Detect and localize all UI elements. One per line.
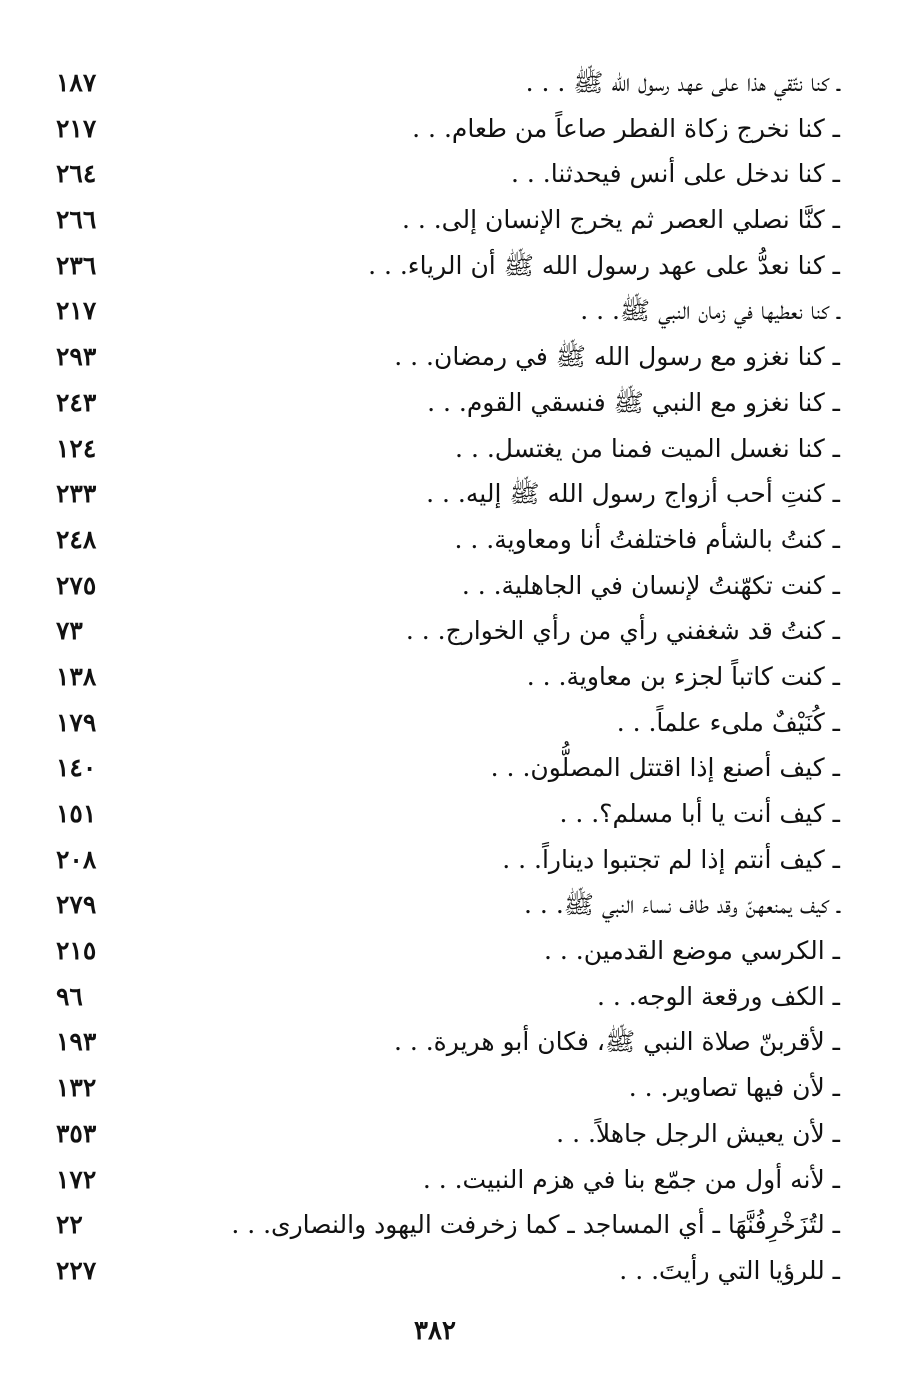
entry-text: ـ كنا نعدُّ على عهد رسول الله ﷺ أن الرياء. . . <box>368 250 840 280</box>
index-entry <box>40 290 840 336</box>
entry-text: ـ كنا نغسل الميت فمنا من يغتسل. . . <box>455 433 840 463</box>
index-entry <box>40 1250 840 1296</box>
entry-page-ref: ٣٥٣ <box>56 1118 97 1148</box>
index-entry <box>40 1159 840 1205</box>
index-entry <box>40 976 840 1022</box>
index-entry <box>40 1113 840 1159</box>
entry-text: ـ كنتُ بالشأم فاختلفتُ أنا ومعاوية. . . <box>454 524 840 554</box>
entry-page-ref: ٢١٧ <box>56 296 97 326</box>
index-entry <box>40 519 840 565</box>
entry-page-ref: ١٧٢ <box>56 1164 97 1194</box>
entry-page-ref: ٢٦٤ <box>56 159 97 189</box>
index-entry <box>40 245 840 291</box>
entry-text: ـ للرؤيا التي رأيتَ. . . <box>619 1255 840 1285</box>
entry-page-ref: ١٣٨ <box>56 661 97 691</box>
entry-text: ـ الكف ورقعة الوجه. . . <box>596 981 840 1011</box>
index-entry <box>40 1021 840 1067</box>
entry-text: ـ كنا نتّقي هذا على عهد رسول الله ﷺ . . . <box>525 68 840 97</box>
index-entry <box>40 610 840 656</box>
entry-text: ـ كنا ندخل على أنس فيحدثنا. . . <box>510 159 840 189</box>
index-entry <box>40 1067 840 1113</box>
entry-page-ref: ٢٤٨ <box>56 524 97 554</box>
entry-text: ـ كيف أصنع إذا اقتتل المصلُّون. . . <box>490 753 840 783</box>
entry-text: ـ كيف أنت يا أبا مسلم؟. . . <box>559 799 840 828</box>
entry-text: ـ كنَّا نصلي العصر ثم يخرج الإنسان إلى. . . <box>401 205 840 235</box>
entry-page-ref: ٢٦٦ <box>56 205 97 235</box>
entry-page-ref: ٢٧٩ <box>56 890 97 920</box>
entry-page-ref: ٧٣ <box>56 616 83 646</box>
entry-page-ref: ٢١٥ <box>56 936 97 966</box>
entry-page-ref: ٢٧٥ <box>56 570 97 600</box>
entry-text: ـ كنا نغزو مع رسول الله ﷺ في رمضان. . . <box>394 342 840 372</box>
entry-text: ـ كنا نغزو مع النبي ﷺ فنسقي القوم. . . <box>427 387 840 417</box>
index-entry <box>40 153 840 199</box>
index-entry <box>40 336 840 382</box>
index-entry <box>40 702 840 748</box>
entry-page-ref: ١٧٩ <box>56 707 97 737</box>
index-entry <box>40 428 840 474</box>
entry-text: ـ كنت كاتباً لجزء بن معاوية. . . <box>526 661 840 691</box>
entry-text: ـ لأن يعيش الرجل جاهلاً. . . <box>556 1118 840 1148</box>
index-entry <box>40 793 840 839</box>
index-entry <box>40 1204 840 1250</box>
index-entry <box>40 839 840 885</box>
entry-page-ref: ٢٣٦ <box>56 250 97 280</box>
entry-page-ref: ١٤٠ <box>56 753 97 783</box>
entry-text: ـ كيف يمنعهنّ وقد طاف نساء النبي ﷺ. . . <box>524 890 840 920</box>
entry-page-ref: ٢٢ <box>56 1210 83 1240</box>
entry-page-ref: ١٩٣ <box>56 1027 97 1057</box>
entry-page-ref: ٢٠٨ <box>56 844 97 874</box>
entry-text: ـ كنتُ قد شغفني رأي من رأي الخوارج. . . <box>405 616 840 646</box>
index-entry <box>40 565 840 611</box>
entry-text: ـ كنتِ أحب أزواج رسول الله ﷺ إليه. . . <box>426 479 840 509</box>
entry-text: ـ كيف أنتم إذا لم تجتبوا ديناراً. . . <box>502 844 840 874</box>
entry-page-ref: ١٥١ <box>56 799 97 828</box>
entry-text: ـ الكرسي موضع القدمين. . . <box>544 936 840 966</box>
entry-text: ـ كنا نعطيها في زمان النبي ﷺ. . . <box>580 296 840 326</box>
entry-page-ref: ١٢٤ <box>56 433 97 463</box>
index-entry <box>40 382 840 428</box>
index-entry <box>40 199 840 245</box>
index-entry <box>40 884 840 930</box>
entry-page-ref: ٩٦ <box>56 981 83 1011</box>
entry-text: ـ كُنَيْفٌ ملىء علماً. . . <box>616 707 840 737</box>
entry-page-ref: ٢٢٧ <box>56 1255 97 1285</box>
page-number: ٣٨٢ <box>414 1316 456 1346</box>
entry-text: ـ كنت تكهّنتُ لإنسان في الجاهلية. . . <box>461 570 840 600</box>
index-entry <box>40 747 840 793</box>
entry-page-ref: ٢٩٣ <box>56 342 97 372</box>
index-entry <box>40 108 840 154</box>
entry-text: ـ لأقربنّ صلاة النبي ﷺ، فكان أبو هريرة. . . <box>393 1027 840 1057</box>
entry-text: ـ لتُزَخْرِفُنَّهَا ـ أي المساجد ـ كما زخرفت اليهود والنصارى. . . <box>231 1210 840 1240</box>
entry-page-ref: ٢٤٣ <box>56 387 97 417</box>
index-entry <box>40 62 840 108</box>
index-entry <box>40 656 840 702</box>
entry-page-ref: ١٨٧ <box>56 68 97 97</box>
entry-text: ـ لأنه أول من جمّع بنا في هزم النبيت. . . <box>422 1164 840 1194</box>
index-entry <box>40 473 840 519</box>
entry-text: ـ كنا نخرج زكاة الفطر صاعاً من طعام. . . <box>412 113 840 143</box>
entry-page-ref: ١٣٢ <box>56 1073 97 1103</box>
entry-text: ـ لأن فيها تصاوير. . . <box>628 1073 840 1103</box>
index-entry <box>40 930 840 976</box>
entry-page-ref: ٢٣٣ <box>56 479 97 509</box>
index-list <box>40 62 840 1296</box>
entry-page-ref: ٢١٧ <box>56 113 97 143</box>
